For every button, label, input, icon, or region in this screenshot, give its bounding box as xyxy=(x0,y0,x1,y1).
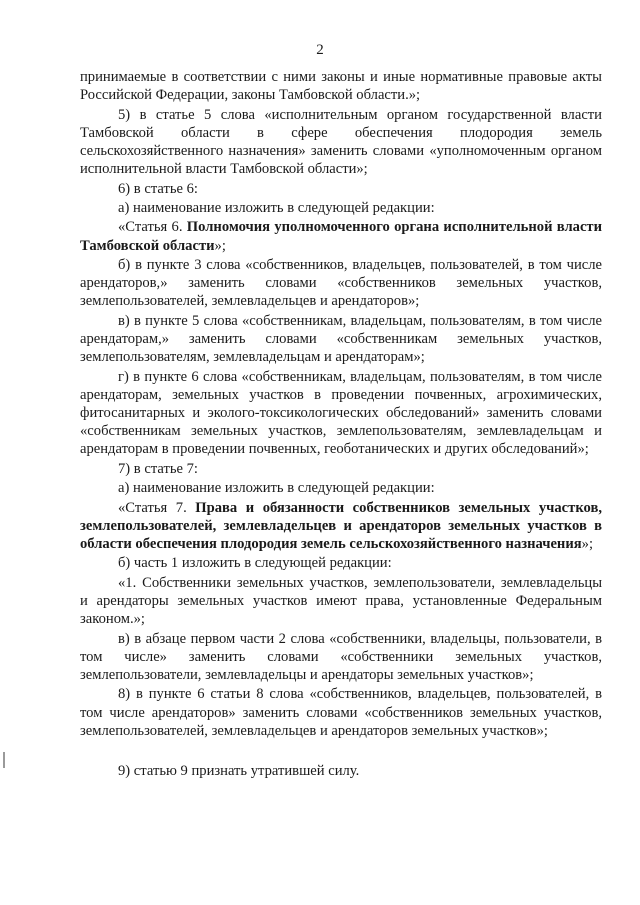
paragraph-article-6-title xyxy=(80,218,602,254)
paragraph-item-6b: б) в пункте 3 слова «собственников, владельцев, пользователей, в том числе арендаторов,» заменить словами «собственников земельных участков, землепользователей, землевладельцев и арендаторов»; xyxy=(80,256,602,310)
article-6-heading: Полномочия уполномоченного органа исполнительной власти Тамбовской области xyxy=(80,219,602,254)
paragraph-item-6g: г) в пункте 6 слова «собственникам, владельцам, пользователям, в том числе арендаторам, земельных участков в проведении почвенных, агрохимических, фитосанитарных и эколого-токсикологических обследований» заменить словами «собственникам земельных участков, землепользователям, землевладельцам и арендаторам в проведении почвенных, геоботанических и других обследований»; xyxy=(80,368,602,458)
paragraph-item-9: 9) статью 9 признать утратившей силу. xyxy=(118,762,360,779)
document-body xyxy=(80,68,602,781)
article-7-suffix: »; xyxy=(581,535,594,552)
paragraph-item-7: 7) в статье 7: xyxy=(118,460,198,477)
article-6-suffix: »; xyxy=(214,237,226,254)
paragraph-law-acts: принимаемые в соответствии с ними законы и иные нормативные правовые акты Российской Федерации, законы Тамбовской области.»; xyxy=(80,69,602,104)
paragraph-item-7a: а) наименование изложить в следующей редакции: xyxy=(118,480,435,497)
paragraph-item-7v: в) в абзаце первом части 2 слова «собственники, владельцы, пользователи, в том числе» заменить словами «собственники земельных участков, землепользователи, землевладельцы и арендаторы земельных участков»; xyxy=(80,630,602,683)
paragraph-article-7-title xyxy=(80,499,602,554)
article-6-prefix: «Статья 6. xyxy=(118,219,187,236)
paragraph-item-6: 6) в статье 6: xyxy=(118,180,198,197)
paragraph-part-1-text: «1. Собственники земельных участков, землепользователи, землевладельцы и арендаторы земельных участков имеют права, установленные Федеральным законом.»; xyxy=(80,574,602,628)
paragraph-item-7b: б) часть 1 изложить в следующей редакции: xyxy=(118,555,392,572)
page-number: 2 xyxy=(316,42,324,58)
paragraph-item-6a: а) наименование изложить в следующей редакции: xyxy=(118,199,435,216)
margin-mark xyxy=(3,752,5,768)
paragraph-item-5: 5) в статье 5 слова «исполнительным органом государственной власти Тамбовской области в сфере обеспечения плодородия земель сельскохозяйственного назначения» заменить словами «уполномоченным органом исполнительной власти Тамбовской области»; xyxy=(80,106,602,178)
article-7-heading: Права и обязанности собственников земельных участков, землепользователей, землевладельцев и арендаторов земельных участков в области обеспечения плодородия земель сельскохозяйственного назначения xyxy=(80,499,603,552)
article-7-prefix: «Статья 7. xyxy=(118,499,196,516)
paragraph-item-8: 8) в пункте 6 статьи 8 слова «собственников, владельцев, пользователей, в том числе арендаторов» заменить словами «собственников земельных участков, землепользователей, землевладельцев и арендаторов земельных участков»; xyxy=(80,686,602,739)
paragraph-item-6v: в) в пункте 5 слова «собственникам, владельцам, пользователям, в том числе арендаторам,» заменить словами «собственникам земельных участков, землепользователям, землевладельцам и арендаторам»; xyxy=(80,312,602,366)
